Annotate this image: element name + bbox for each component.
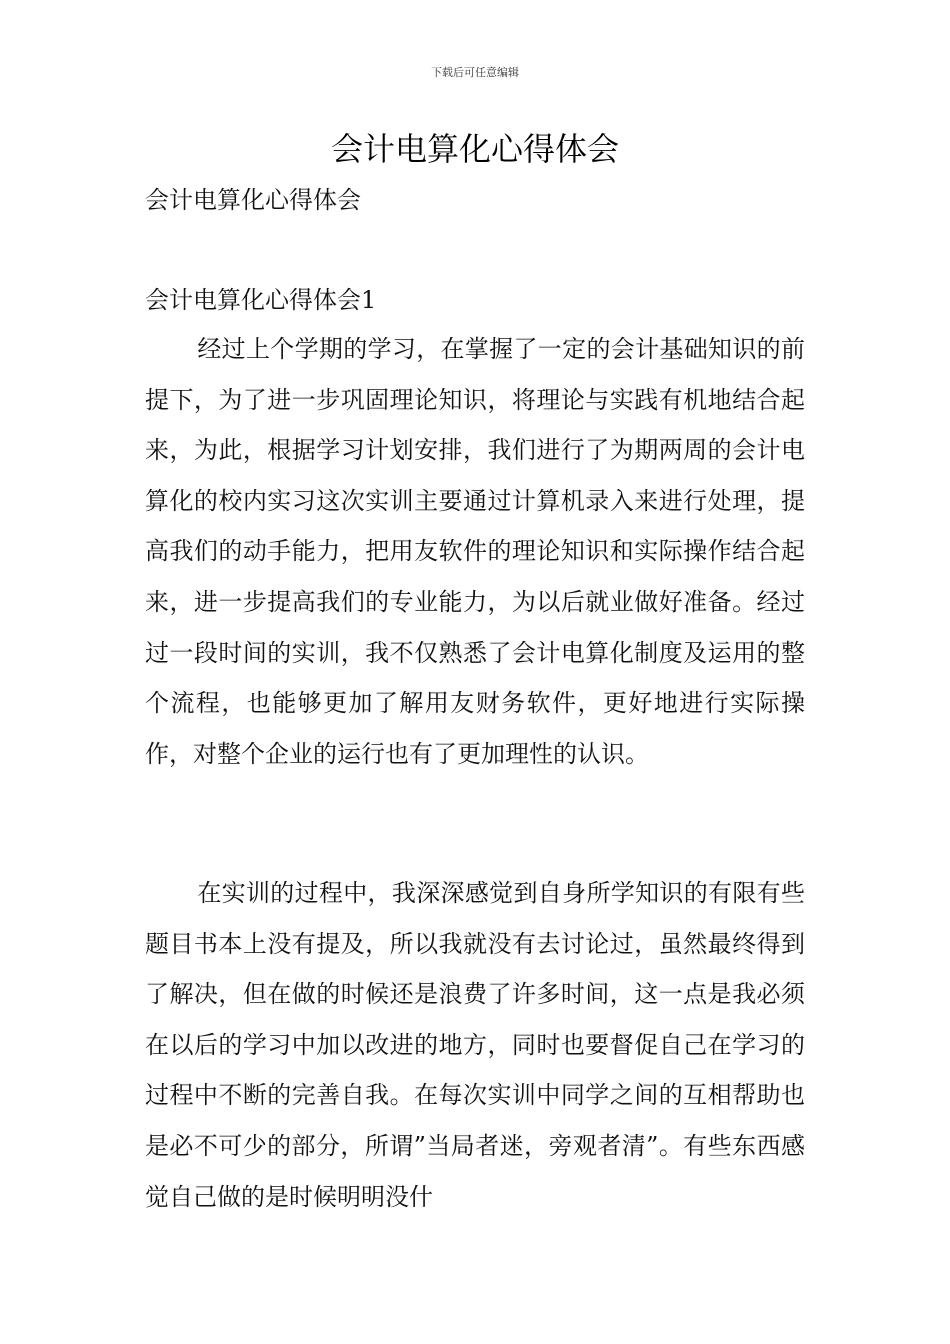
section-heading: 会计电算化心得体会1	[145, 286, 377, 314]
paragraph-1	[145, 324, 805, 779]
document-title: 会计电算化心得体会	[330, 130, 619, 168]
paragraph-2	[145, 868, 805, 1222]
header-note: 下载后可任意编辑	[431, 66, 519, 79]
paragraph-1-text: 经过上个学期的学习，在掌握了一定的会计基础知识的前提下，为了进一步巩固理论知识，将理论与实践有机地结合起来，为此，根据学习计划安排，我们进行了为期两周的会计电算化的校内实习这次实训主要通过计算机录入来进行处理，提高我们的动手能力，把用友软件的理论知识和实际操作结合起来，进一步提高我们的专业能力，为以后就业做好准备。经过过一段时间的实训，我不仅熟悉了会计电算化制度及运用的整个流程，也能够更加了解用友财务软件，更好地进行实际操作，对整个企业的运行也有了更加理性的认识。	[145, 335, 805, 768]
paragraph-2-text: 在实训的过程中，我深深感觉到自身所学知识的有限有些题目书本上没有提及，所以我就没有去讨论过，虽然最终得到了解决，但在做的时候还是浪费了许多时间，这一点是我必须在以后的学习中加以改进的地方，同时也要督促自己在学习的过程中不断的完善自我。在每次实训中同学之间的互相帮助也是必不可少的部分，所谓”当局者迷，旁观者清”。有些东西感觉自己做的是时候明明没什	[145, 879, 805, 1211]
document-subtitle: 会计电算化心得体会	[145, 186, 361, 214]
